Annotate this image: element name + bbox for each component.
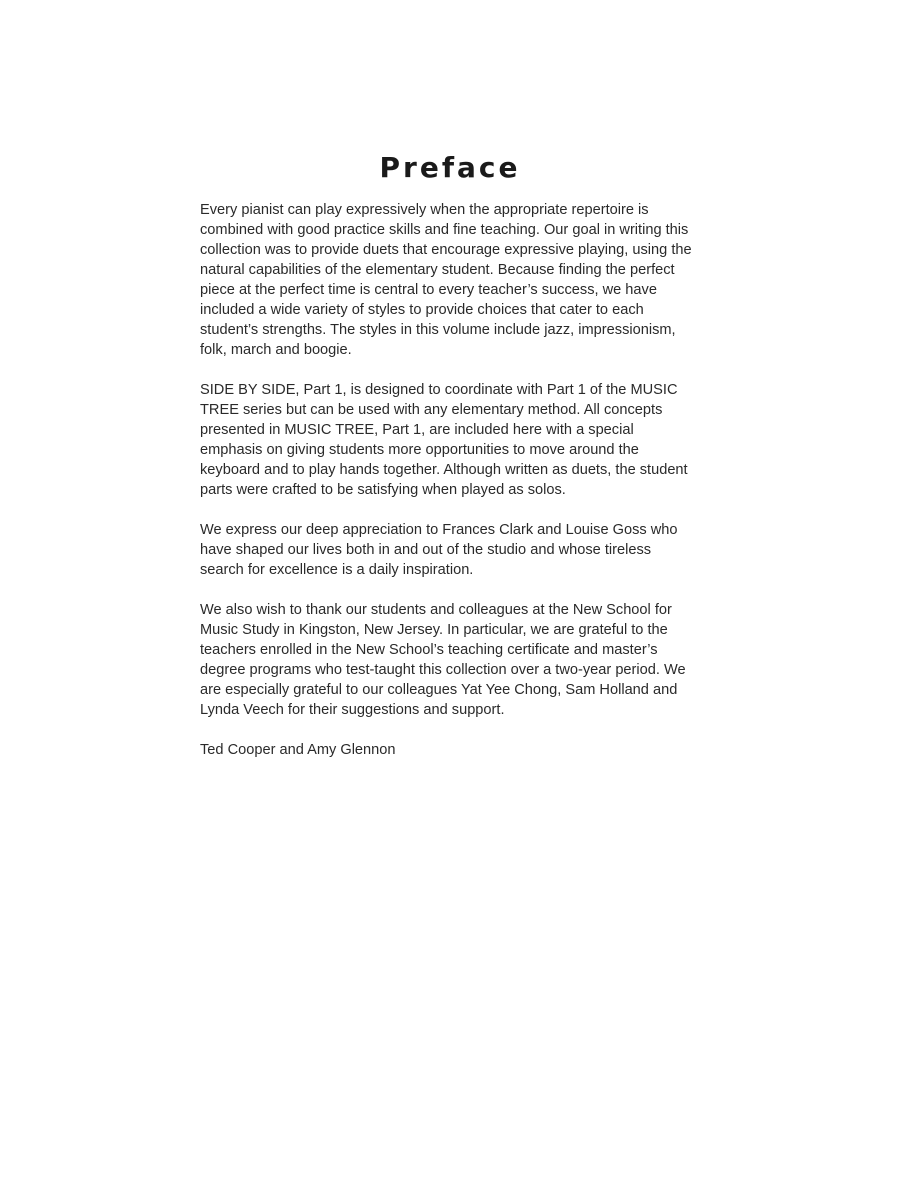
paragraph-thanks: We also wish to thank our students and colleagues at the New School for Music Study in Kingston, New Jersey. In particular, we are grateful to the teachers enrolled in the New School’s teaching certificate and master’s degree programs who test-taught this collection over a two-year period. We are especially grateful to our colleagues Yat Yee Chong, Sam Holland and Lynda Veech for their suggestions and support.	[200, 602, 686, 718]
paragraph-side-by-side: SIDE BY SIDE, Part 1, is designed to coordinate with Part 1 of the MUSIC TREE series but can be used with any elementary method. All concepts presented in MUSIC TREE, Part 1, are included here with a special emphasis on giving students more opportunities to move around the keyboard and to play hands together. Although written as duets, the student parts were crafted to be satisfying when played as solos.	[200, 382, 688, 498]
author-signature: Ted Cooper and Amy Glennon	[200, 742, 396, 758]
paragraph-intro: Every pianist can play expressively when the appropriate repertoire is combined with good practice skills and fine teaching. Our goal in writing this collection was to provide duets that encourage expressive playing, using the natural capabilities of the elementary student. Because finding the perfect piece at the perfect time is central to every teacher’s success, we have included a wide variety of styles to provide choices that cater to each student’s strengths. The styles in this volume include jazz, impressionism, folk, march and boogie.	[200, 202, 692, 358]
paragraph-appreciation: We express our deep appreciation to Frances Clark and Louise Goss who have shaped our lives both in and out of the studio and whose tireless search for excellence is a daily inspiration.	[200, 522, 678, 578]
preface-body	[200, 200, 692, 760]
page-title: Preface	[379, 151, 521, 184]
